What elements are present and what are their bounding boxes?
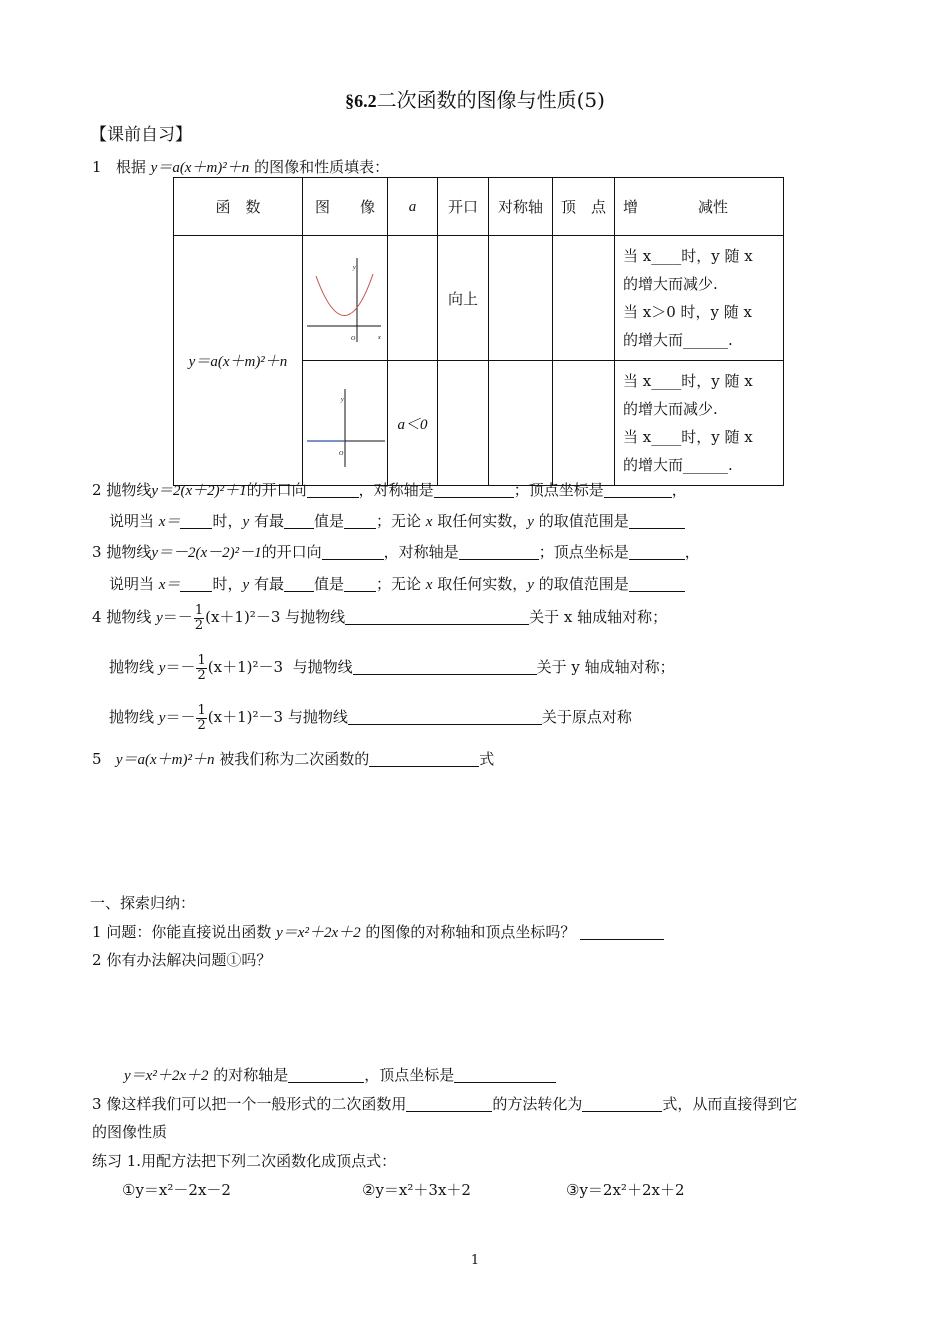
properties-table (173, 177, 784, 486)
y-label: y (353, 265, 356, 271)
answer-blank[interactable] (180, 576, 212, 592)
row2-a: a＜0 (388, 361, 438, 486)
answer-blank[interactable] (406, 1096, 492, 1112)
x-label: x (378, 335, 381, 341)
answer-blank[interactable] (353, 659, 537, 675)
answer-blank[interactable] (348, 709, 542, 725)
explore-question-3-cont: 的图像性质 (92, 1123, 168, 1141)
page-title (0, 88, 950, 113)
answer-blank[interactable] (344, 513, 376, 529)
preview-heading: 【课前自习】 (90, 125, 192, 145)
answer-blank[interactable] (345, 609, 529, 625)
answer-blank[interactable] (434, 482, 514, 498)
explore-answer-line: y＝x²＋2x＋2 的对称轴是 ，顶点坐标是 (124, 1066, 556, 1085)
fraction: $\frac{1}{2}$ (197, 703, 206, 733)
parabola-up-graph (305, 246, 385, 346)
row1-axis (489, 236, 553, 361)
question-1: 1 根据 y＝a(x＋m)²＋n 的图像和性质填表： (92, 158, 390, 176)
answer-blank[interactable] (288, 1067, 364, 1083)
answer-blank[interactable] (322, 544, 384, 560)
row2-axis (489, 361, 553, 486)
answer-blank[interactable] (629, 544, 685, 560)
formula: y＝a(x＋m)²＋n (150, 160, 250, 176)
practice-label: 练习 1.用配方法把下列二次函数化成顶点式： (92, 1152, 397, 1170)
answer-blank[interactable] (582, 1096, 662, 1112)
y-label: y (341, 397, 344, 403)
explore-question-1: 1 问题：你能直接说出函数 y＝x²＋2x＋2 的图像的对称轴和顶点坐标吗？ (92, 923, 664, 942)
explore-question-2: 2 你有办法解决问题①吗？ (92, 951, 272, 969)
fraction: $\frac{1}{2}$ (194, 603, 204, 633)
question-4-line-2: 抛物线 y＝－ $\frac{1}{2}$ (x＋1)²－3 与抛物线 关于 y 轴成轴对称； (109, 653, 675, 683)
answer-blank[interactable] (344, 576, 376, 592)
origin-label: O (351, 336, 356, 342)
answer-blank[interactable] (459, 544, 539, 560)
row1-a (388, 236, 438, 361)
answer-blank[interactable] (369, 751, 479, 767)
page-number: 1 (470, 1253, 480, 1268)
origin-label: O (339, 451, 344, 457)
question-2-line-1: 2 抛物线y＝2(x＋2)²＋1的开口向 ，对称轴是 ；顶点坐标是 ， (92, 481, 687, 499)
header-monotonicity: 增 减性 (615, 178, 784, 236)
practice-item-3: ③y＝2x²＋2x＋2 (566, 1181, 685, 1199)
parabola-down-graph (305, 371, 385, 471)
question-3-line-1: 3 抛物线y＝－2(x－2)²－1的开口向 ，对称轴是 ；顶点坐标是 ， (92, 543, 700, 561)
row2-vertex (553, 361, 615, 486)
question-3-line-2: 说明当 x＝ 时，y 有最 值是 ；无论 x 取任何实数，y 的取值范围是 (109, 575, 685, 594)
answer-blank[interactable] (454, 1067, 556, 1083)
practice-item-2: ②y＝x²＋3x＋2 (362, 1181, 471, 1199)
function-cell: y＝a(x＋m)²＋n (174, 236, 303, 486)
graph-upward (303, 236, 388, 361)
row1-opening: 向上 (438, 236, 489, 361)
explore-question-3: 3 像这样我们可以把一个一般形式的二次函数用 的方法转化为 式，从而直接得到它 (92, 1095, 798, 1113)
explore-heading: 一、探索归纳： (90, 894, 196, 912)
header-opening: 开口 (438, 178, 489, 236)
fraction: $\frac{1}{2}$ (197, 653, 206, 683)
answer-blank[interactable] (180, 513, 212, 529)
header-vertex: 顶 点 (553, 178, 615, 236)
answer-blank[interactable] (307, 482, 359, 498)
row1-monotonicity: 当 x____时，y 随 x 的增大而减少. 当 x＞0 时，y 随 x 的增大而______. (615, 236, 784, 361)
row2-opening (438, 361, 489, 486)
row2-monotonicity: 当 x____时，y 随 x 的增大而减少. 当 x____时，y 随 x 的增大而______. (615, 361, 784, 486)
practice-item-1: ①y＝x²－2x－2 (122, 1181, 231, 1199)
answer-blank[interactable] (580, 924, 664, 940)
answer-blank[interactable] (284, 576, 314, 592)
header-function: 函 数 (174, 178, 303, 236)
answer-blank[interactable] (629, 576, 685, 592)
question-5: 5 y＝a(x＋m)²＋n 被我们称为二次函数的 式 (92, 750, 495, 768)
section-number: §6.2 (345, 91, 377, 111)
parabola-curve (316, 274, 373, 316)
question-4-line-3: 抛物线 y＝－ $\frac{1}{2}$ (x＋1)²－3 与抛物线 关于原点对称 (109, 703, 632, 733)
row1-vertex (553, 236, 615, 361)
header-graph: 图 像 (303, 178, 388, 236)
question-2-line-2: 说明当 x＝ 时，y 有最 值是 ；无论 x 取任何实数，y 的取值范围是 (109, 512, 685, 531)
title-text: 二次函数的图像与性质(5) (376, 88, 605, 112)
answer-blank[interactable] (604, 482, 672, 498)
answer-blank[interactable] (629, 513, 685, 529)
graph-downward (303, 361, 388, 486)
question-4-line-1: 4 抛物线 y＝－ $\frac{1}{2}$ (x＋1)²－3 与抛物线 关于 x 轴成轴对称； (92, 603, 668, 633)
answer-blank[interactable] (284, 513, 314, 529)
header-a: a (388, 178, 438, 236)
header-axis: 对称轴 (489, 178, 553, 236)
